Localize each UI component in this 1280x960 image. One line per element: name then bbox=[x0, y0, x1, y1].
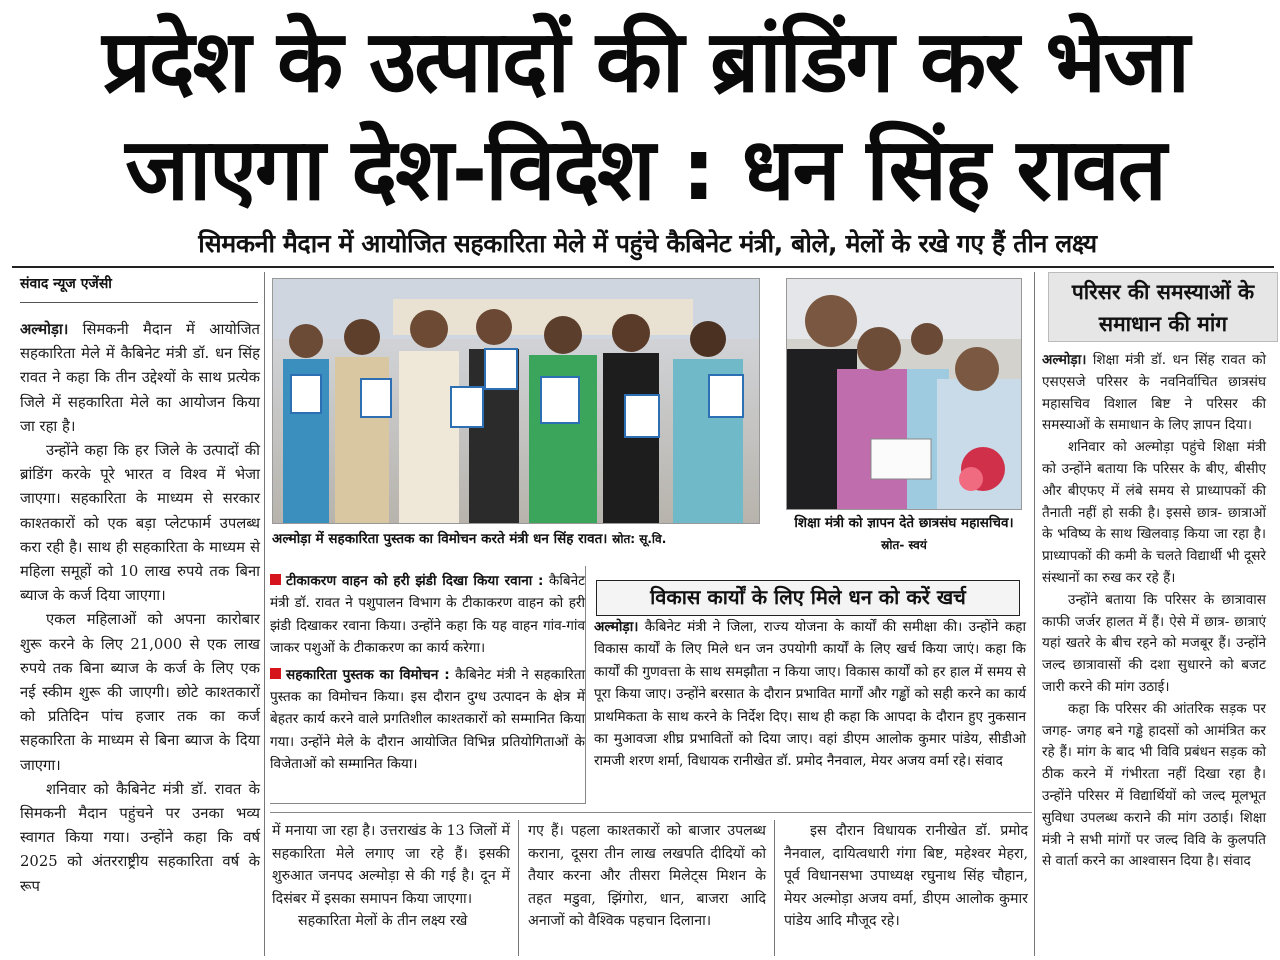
byline: संवाद न्यूज एजेंसी bbox=[20, 276, 112, 292]
brief-vaccination-body: कैबिनेट मंत्री डॉ. रावत ने पशुपालन विभाग के टीकाकरण वाहन को हरी झंडी दिखाकर रवाना किया। उन्होंने कहा कि यह वाहन गांव-गांव जाकर पशुओं के टीकाकरण का कार्य करेगा। bbox=[270, 573, 585, 657]
sidebar-headline: परिसर की समस्याओं के समाधान की मांग bbox=[1048, 272, 1278, 342]
development-story-body bbox=[594, 616, 1026, 773]
header-divider bbox=[12, 266, 1274, 268]
photo-book-launch-image bbox=[273, 279, 760, 524]
main-story-dateline: अल्मोड़ा। bbox=[20, 321, 69, 338]
photo-book-launch-caption-text: अल्मोड़ा में सहकारिता पुस्तक का विमोचन करते मंत्री धन सिंह रावत। bbox=[272, 531, 608, 547]
main-story-continuation-2 bbox=[528, 820, 766, 956]
photo-book-launch bbox=[272, 278, 760, 524]
main-story-continuation-3 bbox=[784, 820, 1028, 956]
sidebar-dateline: अल्मोड़ा। bbox=[1042, 352, 1087, 368]
main-story-paragraph-4: शनिवार को कैबिनेट मंत्री डॉ. रावत के सिमकनी मैदान पहुंचने पर उनका भव्य स्वागत किया गया। उन्होंने कहा कि वर्ष 2025 को अंतरराष्ट्रीय सहकारिता वर्ष के रूप bbox=[20, 780, 260, 895]
main-story-cont-a2: सहकारिता मेलों के तीन लक्ष्य रखे bbox=[298, 913, 468, 930]
photo-book-launch-caption bbox=[272, 528, 762, 550]
main-story-cont-a: में मनाया जा रहा है। उत्तराखंड के 13 जिलों में सहकारिता मेले लगाए जा रहे हैं। इसकी शुरुआत जनपद अल्मोड़ा से की गई है। दून में दिसंबर में इसका समापन किया जाएगा। bbox=[272, 823, 510, 907]
main-story-paragraph-3: एकल महिलाओं को अपना कारोबार शुरू करने के लिए 21,000 से एक लाख रुपये तक बिना ब्याज के कर्ज के लिए एक नई स्कीम शुरू की जाएगी। छोटे काश्तकारों को प्रतिदिन पांच हजार तक का कर्ज सहकारिता के माध्यम से बिना ब्याज के दिया जाएगा। bbox=[20, 611, 260, 774]
column-divider bbox=[264, 272, 265, 956]
subheadline: सिमकनी मैदान में आयोजित सहकारिता मेले में पहुंचे कैबिनेट मंत्री, बोले, मेलों के रखे गए हैं तीन लक्ष्य bbox=[198, 229, 1097, 258]
development-story-text: कैबिनेट मंत्री ने जिला, राज्य योजना के कार्यों की समीक्षा की। उन्होंने कहा विकास कार्यों के लिए मिले धन जन उपयोगी कार्यों के लिए खर्च किया जाएं। कहा कि कार्यों की गुणवत्ता के साथ समझौता न किया जाए। विकास कार्यों को हर हाल में समय से पूरा किया जाए। उन्होंने बरसात के दौरान प्रभावित मार्गों और गड्ढों को सही करने का कार्य प्राथमिकता के साथ करने के निर्देश दिए। साथ ही कहा कि आपदा के दौरान हुए नुकसान का मुआवजा शीघ्र प्रभावितों को दिया जाए। वहां डीएम आलोक कुमार पांडेय, सीडीओ रामजी शरण शर्मा, विधायक रानीखेत डॉ. प्रमोद नैनवाल, मेयर अजय वर्मा रहे। संवाद bbox=[594, 619, 1026, 770]
photo-memorandum bbox=[786, 278, 1022, 510]
sidebar-paragraph-3: उन्होंने बताया कि परिसर के छात्रावास काफी जर्जर हालत में हैं। ऐसे में छात्र- छात्राएं यहां खतरे के बीच रहने को मजबूर हैं। उन्होंने जल्द छात्रावासों की दशा सुधारने को बजट जारी करने की मांग उठाई। bbox=[1042, 591, 1266, 695]
headline-line-2: जाएगा देश-विदेश : धन सिंह रावत bbox=[125, 120, 1165, 220]
photo-memorandum-caption bbox=[786, 512, 1022, 556]
brief-book-launch-head: सहकारिता पुस्तक का विमोचन : bbox=[286, 666, 450, 683]
photo-memorandum-image bbox=[787, 279, 1022, 510]
sidebar-story bbox=[1042, 350, 1266, 873]
brief-vaccination-head: टीकाकरण वाहन को हरी झंडी दिखा किया रवाना : bbox=[286, 573, 544, 589]
main-story-paragraph-1 bbox=[20, 318, 260, 439]
headline-line-1: प्रदेश के उत्पादों की ब्रांडिंग कर भेजा bbox=[102, 12, 1188, 112]
sidebar-p1-text: शिक्षा मंत्री डॉ. धन सिंह रावत को एसएसजे परिसर के नवनिर्वाचित छात्रसंघ महासचिव विशाल बिष्ट ने परिसर की समस्याओं के समाधान के लिए ज्ञापन दिया। bbox=[1042, 352, 1266, 434]
sidebar-paragraph-2: शनिवार को अल्मोड़ा पहुंचे शिक्षा मंत्री को उन्होंने बताया कि परिसर के बीए, बीसीए और बीएफए में लंबे समय से प्राध्यापकों की तैनाती नहीं हो सकी है। इससे छात्र- छात्राओं के भविष्य के साथ खिलवाड़ किया जा रहा है। प्राध्यापकों की कमी के चलते विद्यार्थी भी दूसरे संस्थानों का रुख कर रहे हैं। bbox=[1042, 439, 1266, 586]
main-story-p1-text: सिमकनी मैदान में आयोजित सहकारिता मेले में कैबिनेट मंत्री डॉ. धन सिंह रावत ने कहा कि तीन उद्देश्यों के साथ प्रत्येक जिले में सहकारिता मेले का आयोजन किया जा रहा है। bbox=[20, 321, 260, 435]
sidebar-paragraph-4: कहा कि परिसर की आंतरिक सड़क पर जगह- जगह बने गड्ढे हादसों को आमंत्रित कर रहे हैं। मांग के बाद भी विवि प्रबंधन सड़क को ठीक करने में गंभीरता नहीं दिखा रहा है। उन्होंने परिसर में विद्यार्थियों को जल्द मूलभूत सुविधा उपलब्ध कराने की मांग उठाई। शिक्षा मंत्री ने सभी मांगों पर जल्द विवि के कुलपति से वार्ता करने का आश्वासन दिया है। संवाद bbox=[1042, 700, 1266, 870]
bullet-square-icon bbox=[270, 668, 281, 679]
bullet-square-icon bbox=[270, 574, 281, 585]
photo-memorandum-source: स्रोत- स्वयं bbox=[881, 538, 927, 552]
brief-book-launch-body: कैबिनेट मंत्री ने सहकारिता पुस्तक का विमोचन किया। इस दौरान दुग्ध उत्पादन के क्षेत्र में बेहतर कार्य करने वाले प्रगतिशील काश्तकारों को सम्मानित किया गया। उन्होंने मेले के दौरान आयोजित विभिन्न प्रतियोगिताओं के विजेताओं को सम्मानित किया। bbox=[270, 666, 585, 773]
byline-divider bbox=[20, 302, 258, 303]
main-story-paragraph-2: उन्होंने कहा कि हर जिले के उत्पादों की ब्रांडिंग करके पूरे भारत व विश्व में भेजा जाएगा। सहकारिता के माध्यम से सरकार काश्तकारों को एक बड़ा प्लेटफार्म उपलब्ध करा रही है। साथ ही सहकारिता के माध्यम से महिला समूहों को 10 लाख रुपये तक बिना ब्याज के कर्ज दिया जाएगा। bbox=[20, 442, 260, 605]
lower-divider bbox=[270, 812, 1032, 813]
development-story-headline: विकास कार्यों के लिए मिले धन को करें खर्च bbox=[596, 580, 1020, 616]
column-divider bbox=[518, 820, 519, 956]
development-story-dateline: अल्मोड़ा। bbox=[594, 619, 639, 635]
sidebar-paragraph-1 bbox=[1042, 350, 1266, 437]
headline bbox=[20, 8, 1270, 224]
main-story-cont-b: गए हैं। पहला काश्तकारों को बाजार उपलब्ध कराना, दूसरा तीन लाख लखपति दीदियों को तैयार करना और तीसरा मिलेट्स मिशन के तहत मडुवा, झिंगोरा, धान, बाजरा आदि अनाजों को वैश्विक पहचान दिलाना। bbox=[528, 823, 766, 930]
brief-vaccination bbox=[270, 570, 585, 660]
main-story-column bbox=[20, 318, 260, 899]
photo-memorandum-caption-text: शिक्षा मंत्री को ज्ञापन देते छात्रसंघ महासचिव। bbox=[794, 515, 1014, 531]
main-story-continuation-1 bbox=[272, 820, 510, 956]
photo-book-launch-source: स्रोत: सू.वि. bbox=[612, 532, 667, 546]
brief-book-launch bbox=[270, 664, 585, 776]
column-divider bbox=[774, 820, 775, 956]
sidebar-divider bbox=[1034, 272, 1035, 956]
brief-items-box bbox=[270, 566, 586, 804]
main-story-cont-c: इस दौरान विधायक रानीखेत डॉ. प्रमोद नैनवाल, दायित्वधारी गंगा बिष्ट, महेश्वर मेहरा, पूर्व विधानसभा उपाध्यक्ष रघुनाथ सिंह चौहान, मेयर अल्मोड़ा अजय वर्मा, डीएम आलोक कुमार पांडेय आदि मौजूद रहे। bbox=[784, 823, 1028, 930]
